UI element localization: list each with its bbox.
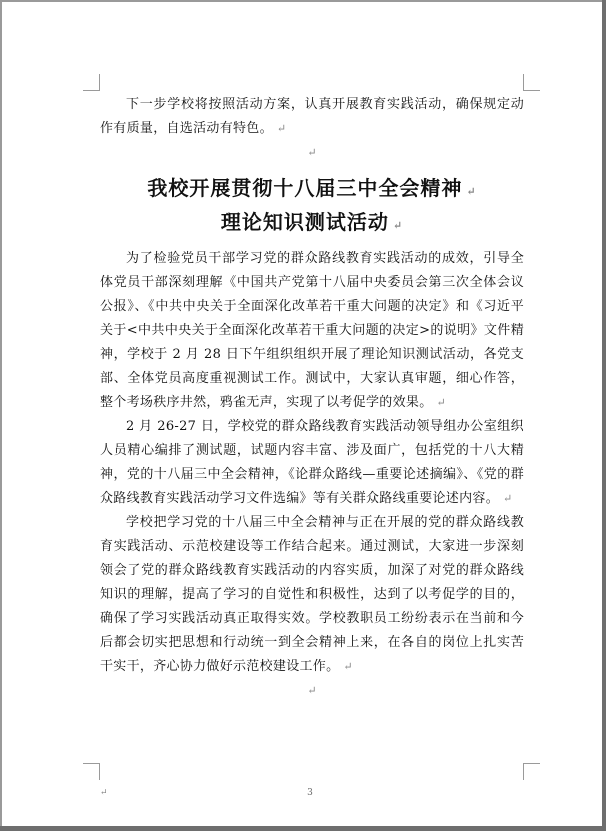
crop-mark-bottom-left — [83, 763, 100, 780]
paragraph-mark-icon: ↵ — [343, 660, 353, 673]
empty-paragraph[interactable] — [100, 679, 524, 703]
document-page-content[interactable] — [100, 93, 524, 703]
crop-mark-bottom-right — [523, 763, 540, 780]
page-number: 3 — [307, 788, 313, 798]
body-paragraph-3-text: 学校把学习党的十八届三中全会精神与正在开展的党的群众路线教育实践活动、示范校建设等工作结合起来。通过测试，大家进一步深刻领会了党的群众路线教育实践活动的内容实质，加深了对党的群众路线知识的理解，提高了学习的自觉性和积极性，达到了以考促学的目的，确保了学习实践活动真正取得实效。学校教职员工纷纷表示在当前和今后都会切实把思想和行动统一到全会精神上来，在各自的岗位上扎实苦干实干，齐心协力做好示范校建设工作。 — [100, 515, 524, 674]
body-paragraph-3[interactable] — [100, 511, 524, 679]
body-paragraph-1[interactable] — [100, 247, 524, 415]
paragraph-mark-icon: ↵ — [307, 146, 317, 159]
article-title[interactable] — [100, 173, 524, 241]
title-line-1-text: 我校开展贯彻十八届三中全会精神 — [147, 176, 463, 200]
body-paragraph-2[interactable] — [100, 415, 524, 511]
window-frame-top — [0, 0, 606, 2]
title-line-2 — [100, 207, 524, 241]
crop-mark-top-left — [83, 74, 100, 91]
window-frame-bottom — [0, 826, 606, 831]
paragraph-mark-icon: ↵ — [466, 185, 477, 198]
empty-paragraph[interactable] — [100, 141, 524, 165]
window-frame-right — [602, 0, 606, 831]
window-frame-left — [0, 0, 2, 831]
paragraph-mark-icon: ↵ — [436, 396, 447, 409]
paragraph-mark-icon: ↵ — [276, 122, 287, 135]
title-line-1 — [100, 173, 524, 207]
body-paragraph-1-text: 为了检验党员干部学习党的群众路线教育实践活动的成效，引导全体党员干部深刻理解《中国共产党第十八届中央委员会第三次全体会议公报》、《中共中央关于全面深化改革若干重大问题的决定》和《习近平关于<中共中央关于全面深化改革若干重大问题的决定>的说明》文件精神，学校于 2 月 28 日下午组织组织开展了理论知识测试活动，各党支部、全体党员高度重视测试工作。测试中，大家认真审题，细心作答，整个考场秩序井然，鸦雀无声，实现了以考促学的效果。 — [100, 251, 524, 410]
crop-mark-top-right — [523, 74, 540, 91]
title-line-2-text: 理论知识测试活动 — [220, 210, 389, 234]
paragraph-mark-icon: ↵ — [307, 684, 317, 697]
intro-paragraph-text: 下一步学校将按照活动方案，认真开展教育实践活动，确保规定动作有质量，自选活动有特色。 — [100, 97, 524, 136]
paragraph-mark-icon: ↵ — [503, 492, 513, 505]
body-paragraph-2-text: 2 月 26-27 日，学校党的群众路线教育实践活动领导组办公室组织人员精心编排了测试题，试题内容丰富、涉及面广，包括党的十八大精神，党的十八届三中全会精神，《论群众路线—重要论述摘编》、《党的群众路线教育实践活动学习文件选编》等有关群众路线重要论述内容。 — [100, 419, 524, 506]
footer-paragraph-mark-icon: ↵ — [100, 788, 108, 798]
paragraph-mark-icon: ↵ — [392, 219, 404, 232]
intro-paragraph[interactable] — [100, 93, 524, 141]
